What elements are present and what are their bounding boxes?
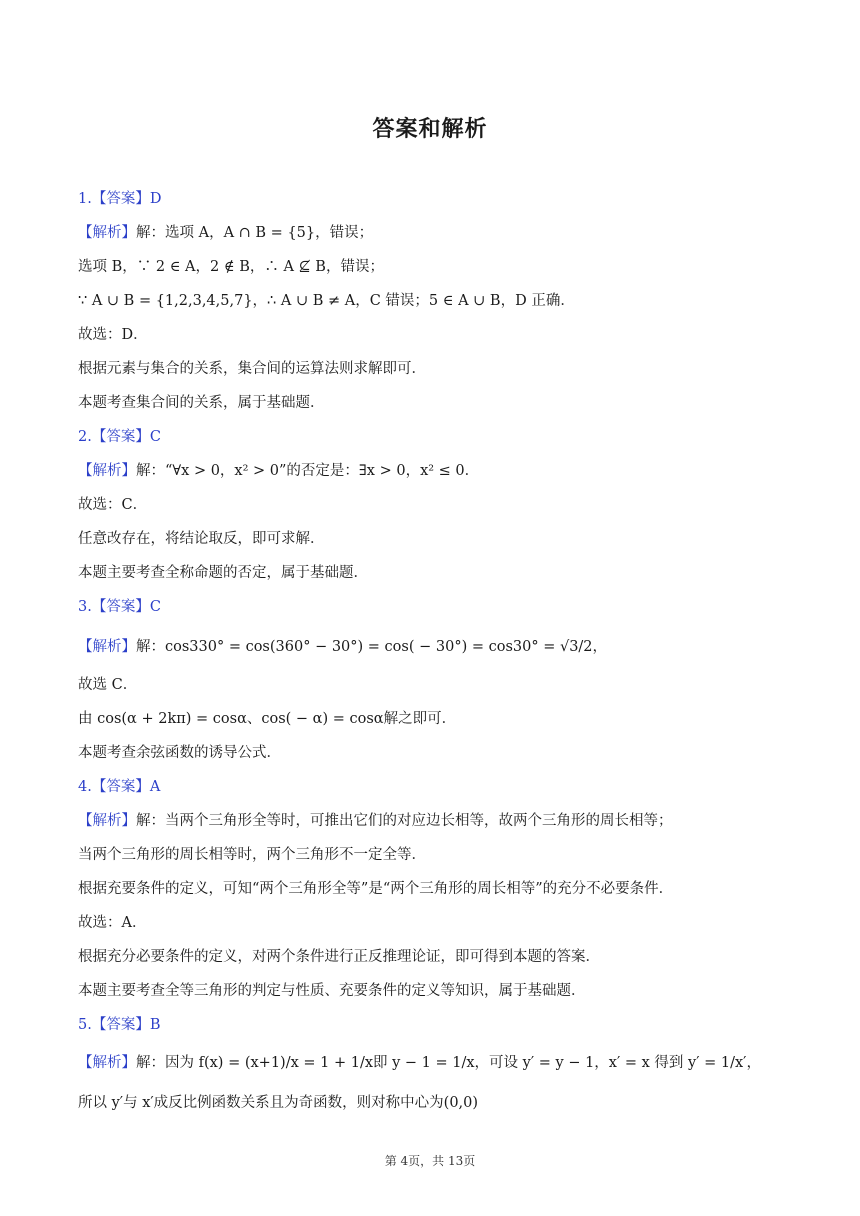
analysis-label: 【解析】 (78, 813, 136, 829)
q2-method: 任意改存在，将结论取反，即可求解． (78, 531, 325, 547)
q2-summary: 本题主要考查全称命题的否定，属于基础题． (78, 565, 368, 581)
q1-analysis-line3: ∵ A ∪ B = {1,2,3,4,5,7}，∴ A ∪ B ≠ A，C 错误；5 ∈ A ∪ B，D 正确． (78, 293, 575, 309)
q3-choice: 故选 C． (78, 677, 138, 693)
q5-analysis-line1: 【解析】解：因为 f(x) = (x+1)/x = 1 + 1/x即 y − 1 = 1/x，可设 y′ = y − 1，x′ = x 得到 y′ = 1/x′， (78, 1055, 761, 1071)
q4-analysis-line2: 当两个三角形的周长相等时，两个三角形不一定全等． (78, 847, 426, 863)
q2-answer: 2.【答案】C (78, 429, 161, 445)
q3-analysis: 【解析】解：cos330° = cos(360° − 30°) = cos( − 30°) = cos30° = √3/2， (78, 639, 608, 655)
q3-method: 由 cos(α + 2kπ) = cosα、cos( − α) = cosα解之即可． (78, 711, 457, 727)
analysis-label: 【解析】 (78, 1055, 136, 1071)
analysis-label: 【解析】 (78, 225, 136, 241)
q3-summary: 本题考查余弦函数的诱导公式． (78, 745, 281, 761)
q5-analysis-line2: 所以 y′与 x′成反比例函数关系且为奇函数，则对称中心为(0,0) (78, 1095, 479, 1111)
q1-summary: 本题考查集合间的关系，属于基础题． (78, 395, 325, 411)
q1-choice: 故选：D． (78, 327, 148, 343)
page-footer: 第 4页，共 13页 (384, 1154, 476, 1168)
page-title: 答案和解析 (372, 117, 488, 142)
q1-method: 根据元素与集合的关系，集合间的运算法则求解即可． (78, 361, 426, 377)
q4-choice: 故选：A． (78, 915, 147, 931)
q4-analysis-line3: 根据充要条件的定义，可知“两个三角形全等”是“两个三角形的周长相等”的充分不必要条件． (78, 881, 674, 897)
analysis-label: 【解析】 (78, 639, 136, 655)
q5-answer: 5.【答案】B (78, 1017, 161, 1033)
q4-answer: 4.【答案】A (78, 779, 161, 795)
q2-analysis: 【解析】解：“∀x > 0，x² > 0”的否定是：∃x > 0，x² ≤ 0． (78, 463, 480, 479)
q1-analysis-line2: 选项 B，∵ 2 ∈ A，2 ∉ B，∴ A ⊈ B，错误； (78, 259, 384, 275)
q4-summary: 本题主要考查全等三角形的判定与性质、充要条件的定义等知识，属于基础题． (78, 983, 586, 999)
q4-analysis-line1: 【解析】解：当两个三角形全等时，可推出它们的对应边长相等，故两个三角形的周长相等； (78, 813, 673, 829)
q3-answer: 3.【答案】C (78, 599, 161, 615)
analysis-label: 【解析】 (78, 463, 136, 479)
q1-answer: 1.【答案】D (78, 191, 162, 207)
q4-method: 根据充分必要条件的定义，对两个条件进行正反推理论证，即可得到本题的答案． (78, 949, 600, 965)
q2-choice: 故选：C． (78, 497, 148, 513)
q1-analysis-line1: 【解析】解：选项 A，A ∩ B = {5}，错误； (78, 225, 374, 241)
